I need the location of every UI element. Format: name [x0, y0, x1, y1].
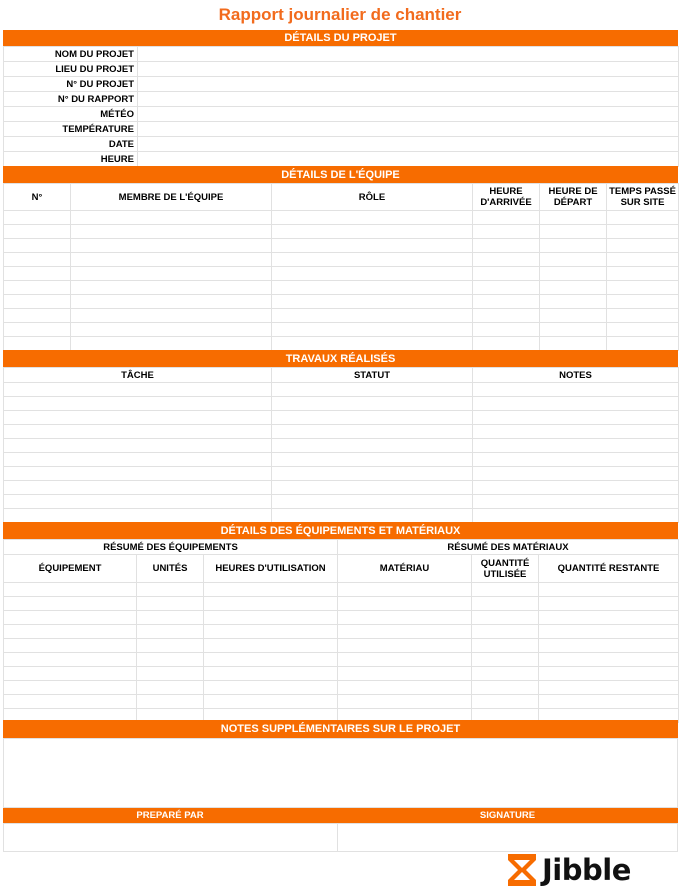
- table-cell[interactable]: [539, 625, 679, 639]
- prepared-by-header: PREPARÉ PAR: [3, 808, 337, 823]
- work-table: [3, 367, 679, 523]
- project-field-row: [4, 47, 679, 62]
- project-field-value[interactable]: [138, 47, 679, 62]
- project-field-value[interactable]: [138, 92, 679, 107]
- table-cell[interactable]: [338, 653, 472, 667]
- project-field-value[interactable]: [138, 137, 679, 152]
- section-header-equipment: DÉTAILS DES ÉQUIPEMENTS ET MATÉRIAUX: [3, 522, 678, 539]
- equipment-row: [4, 583, 679, 597]
- table-cell[interactable]: [540, 239, 607, 253]
- table-cell[interactable]: [4, 397, 272, 411]
- team-row: [4, 337, 679, 351]
- table-cell[interactable]: [272, 309, 473, 323]
- table-cell[interactable]: [473, 383, 679, 397]
- col-header-task: TÂCHE: [4, 368, 272, 383]
- table-cell[interactable]: [272, 411, 473, 425]
- project-field-row: [4, 122, 679, 137]
- table-cell[interactable]: [272, 383, 473, 397]
- table-cell[interactable]: [4, 453, 272, 467]
- table-cell[interactable]: [4, 337, 71, 351]
- equipment-row: [4, 597, 679, 611]
- table-cell[interactable]: [272, 467, 473, 481]
- table-cell[interactable]: [71, 281, 272, 295]
- table-cell[interactable]: [607, 281, 679, 295]
- equipment-summary-row: [4, 540, 679, 555]
- table-cell[interactable]: [338, 639, 472, 653]
- work-row: [4, 509, 679, 523]
- table-cell[interactable]: [137, 653, 204, 667]
- table-cell[interactable]: [539, 639, 679, 653]
- project-field-label: N° DU RAPPORT: [4, 92, 138, 107]
- table-cell[interactable]: [137, 695, 204, 709]
- project-field-label: HEURE: [4, 152, 138, 167]
- col-header-member: MEMBRE DE L'ÉQUIPE: [71, 184, 272, 211]
- table-cell[interactable]: [71, 253, 272, 267]
- table-cell[interactable]: [4, 383, 272, 397]
- table-cell[interactable]: [204, 695, 338, 709]
- table-cell[interactable]: [338, 583, 472, 597]
- table-cell[interactable]: [540, 295, 607, 309]
- project-field-label: N° DU PROJET: [4, 77, 138, 92]
- project-field-row: [4, 77, 679, 92]
- equipment-summary-header: RÉSUMÉ DES ÉQUIPEMENTS: [4, 540, 338, 555]
- section-header-project: DÉTAILS DU PROJET: [3, 30, 678, 46]
- table-cell[interactable]: [4, 625, 137, 639]
- page-title: Rapport journalier de chantier: [218, 5, 462, 24]
- table-cell[interactable]: [473, 211, 540, 225]
- equipment-row: [4, 681, 679, 695]
- table-cell[interactable]: [4, 481, 272, 495]
- col-header-status: STATUT: [272, 368, 473, 383]
- work-row: [4, 397, 679, 411]
- table-cell[interactable]: [472, 583, 539, 597]
- project-field-label: NOM DU PROJET: [4, 47, 138, 62]
- equipment-row: [4, 625, 679, 639]
- table-cell[interactable]: [607, 211, 679, 225]
- table-cell[interactable]: [539, 667, 679, 681]
- table-cell[interactable]: [204, 625, 338, 639]
- table-cell[interactable]: [472, 611, 539, 625]
- table-cell[interactable]: [473, 509, 679, 523]
- table-cell[interactable]: [71, 239, 272, 253]
- table-cell[interactable]: [71, 309, 272, 323]
- team-row: [4, 295, 679, 309]
- table-cell[interactable]: [540, 337, 607, 351]
- jibble-logo-text: Jibble: [542, 853, 631, 887]
- table-cell[interactable]: [71, 267, 272, 281]
- col-header-qty-remaining: QUANTITÉ RESTANTE: [539, 555, 679, 583]
- table-cell[interactable]: [4, 597, 137, 611]
- team-row: [4, 309, 679, 323]
- table-cell[interactable]: [4, 211, 71, 225]
- col-header-role: RÔLE: [272, 184, 473, 211]
- table-cell[interactable]: [204, 681, 338, 695]
- table-cell[interactable]: [272, 509, 473, 523]
- table-cell[interactable]: [473, 323, 540, 337]
- table-cell[interactable]: [338, 625, 472, 639]
- table-cell[interactable]: [472, 597, 539, 611]
- table-cell[interactable]: [204, 653, 338, 667]
- team-row: [4, 281, 679, 295]
- table-cell[interactable]: [539, 583, 679, 597]
- table-cell[interactable]: [4, 253, 71, 267]
- materials-summary-header: RÉSUMÉ DES MATÉRIAUX: [338, 540, 679, 555]
- table-cell[interactable]: [607, 253, 679, 267]
- table-cell[interactable]: [4, 653, 137, 667]
- additional-notes-area[interactable]: [3, 738, 678, 808]
- work-row: [4, 481, 679, 495]
- section-header-notes: NOTES SUPPLÉMENTAIRES SUR LE PROJET: [3, 720, 678, 738]
- team-row: [4, 267, 679, 281]
- project-field-row: [4, 62, 679, 77]
- table-cell[interactable]: [338, 667, 472, 681]
- table-cell[interactable]: [4, 411, 272, 425]
- equipment-row: [4, 653, 679, 667]
- col-header-qty-used: QUANTITÉ UTILISÉE: [472, 555, 539, 583]
- table-cell[interactable]: [607, 295, 679, 309]
- equipment-row: [4, 611, 679, 625]
- table-cell[interactable]: [4, 695, 137, 709]
- table-cell[interactable]: [71, 211, 272, 225]
- table-cell[interactable]: [607, 323, 679, 337]
- project-field-row: [4, 152, 679, 167]
- col-header-notes: NOTES: [473, 368, 679, 383]
- table-cell[interactable]: [137, 667, 204, 681]
- team-row: [4, 225, 679, 239]
- section-header-work: TRAVAUX RÉALISÉS: [3, 350, 678, 367]
- table-cell[interactable]: [71, 225, 272, 239]
- work-row: [4, 453, 679, 467]
- project-field-value[interactable]: [138, 62, 679, 77]
- project-field-label: LIEU DU PROJET: [4, 62, 138, 77]
- table-cell[interactable]: [272, 323, 473, 337]
- table-cell[interactable]: [473, 397, 679, 411]
- table-cell[interactable]: [473, 467, 679, 481]
- table-cell[interactable]: [472, 695, 539, 709]
- table-cell[interactable]: [71, 323, 272, 337]
- table-cell[interactable]: [272, 267, 473, 281]
- equipment-row: [4, 695, 679, 709]
- table-cell[interactable]: [473, 439, 679, 453]
- work-row: [4, 439, 679, 453]
- table-cell[interactable]: [540, 323, 607, 337]
- table-cell[interactable]: [272, 211, 473, 225]
- col-header-units: UNITÉS: [137, 555, 204, 583]
- table-cell[interactable]: [71, 295, 272, 309]
- table-cell[interactable]: [473, 495, 679, 509]
- table-cell[interactable]: [137, 611, 204, 625]
- table-cell[interactable]: [71, 337, 272, 351]
- table-cell[interactable]: [473, 411, 679, 425]
- table-cell[interactable]: [272, 397, 473, 411]
- table-cell[interactable]: [4, 639, 137, 653]
- section-header-team: DÉTAILS DE L'ÉQUIPE: [3, 166, 678, 183]
- table-cell[interactable]: [473, 281, 540, 295]
- table-cell[interactable]: [137, 597, 204, 611]
- table-cell[interactable]: [272, 337, 473, 351]
- table-cell[interactable]: [539, 681, 679, 695]
- table-cell[interactable]: [272, 495, 473, 509]
- team-header-row: [4, 184, 679, 211]
- work-row: [4, 467, 679, 481]
- project-field-label: MÉTÉO: [4, 107, 138, 122]
- table-cell[interactable]: [4, 323, 71, 337]
- table-cell[interactable]: [204, 583, 338, 597]
- table-cell[interactable]: [4, 267, 71, 281]
- table-cell[interactable]: [272, 295, 473, 309]
- table-cell[interactable]: [137, 639, 204, 653]
- table-cell[interactable]: [539, 597, 679, 611]
- table-cell[interactable]: [540, 309, 607, 323]
- table-cell[interactable]: [272, 439, 473, 453]
- table-cell[interactable]: [4, 309, 71, 323]
- table-cell[interactable]: [540, 267, 607, 281]
- equipment-table: [3, 539, 679, 723]
- table-cell[interactable]: [539, 653, 679, 667]
- table-cell[interactable]: [272, 481, 473, 495]
- table-cell[interactable]: [539, 695, 679, 709]
- prepared-by-field[interactable]: [3, 823, 338, 852]
- team-row: [4, 239, 679, 253]
- col-header-arrival: HEURE D'ARRIVÉE: [473, 184, 540, 211]
- table-cell[interactable]: [473, 453, 679, 467]
- table-cell[interactable]: [272, 239, 473, 253]
- signature-field[interactable]: [337, 823, 678, 852]
- equipment-header-row: [4, 555, 679, 583]
- table-cell[interactable]: [540, 253, 607, 267]
- table-cell[interactable]: [473, 267, 540, 281]
- table-cell[interactable]: [607, 225, 679, 239]
- work-row: [4, 383, 679, 397]
- table-cell[interactable]: [473, 309, 540, 323]
- table-cell[interactable]: [272, 425, 473, 439]
- table-cell[interactable]: [137, 681, 204, 695]
- table-cell[interactable]: [4, 467, 272, 481]
- table-cell[interactable]: [4, 425, 272, 439]
- team-row: [4, 253, 679, 267]
- project-field-label: DATE: [4, 137, 138, 152]
- table-cell[interactable]: [4, 611, 137, 625]
- project-field-row: [4, 137, 679, 152]
- equipment-row: [4, 639, 679, 653]
- table-cell[interactable]: [204, 611, 338, 625]
- table-cell[interactable]: [272, 281, 473, 295]
- table-cell[interactable]: [472, 667, 539, 681]
- equipment-row: [4, 667, 679, 681]
- table-cell[interactable]: [472, 625, 539, 639]
- table-cell[interactable]: [204, 667, 338, 681]
- table-cell[interactable]: [204, 639, 338, 653]
- table-cell[interactable]: [473, 239, 540, 253]
- team-table: [3, 183, 679, 351]
- project-field-value[interactable]: [138, 77, 679, 92]
- table-cell[interactable]: [272, 453, 473, 467]
- project-field-row: [4, 107, 679, 122]
- table-cell[interactable]: [473, 253, 540, 267]
- table-cell[interactable]: [4, 509, 272, 523]
- table-cell[interactable]: [338, 695, 472, 709]
- project-field-value[interactable]: [138, 152, 679, 167]
- table-cell[interactable]: [473, 295, 540, 309]
- table-cell[interactable]: [607, 239, 679, 253]
- table-cell[interactable]: [272, 225, 473, 239]
- table-cell[interactable]: [472, 639, 539, 653]
- jibble-logo: [506, 852, 631, 888]
- table-cell[interactable]: [4, 495, 272, 509]
- table-cell[interactable]: [607, 309, 679, 323]
- project-field-value[interactable]: [138, 107, 679, 122]
- table-cell[interactable]: [4, 439, 272, 453]
- work-row: [4, 495, 679, 509]
- table-cell[interactable]: [473, 225, 540, 239]
- team-row: [4, 323, 679, 337]
- table-cell[interactable]: [4, 583, 137, 597]
- project-field-row: [4, 92, 679, 107]
- table-cell[interactable]: [607, 267, 679, 281]
- col-header-hours: HEURES D'UTILISATION: [204, 555, 338, 583]
- table-cell[interactable]: [4, 225, 71, 239]
- table-cell[interactable]: [472, 681, 539, 695]
- project-field-label: TEMPÉRATURE: [4, 122, 138, 137]
- jibble-hourglass-icon: [506, 852, 538, 888]
- table-cell[interactable]: [539, 611, 679, 625]
- table-cell[interactable]: [473, 481, 679, 495]
- table-cell[interactable]: [137, 625, 204, 639]
- table-cell[interactable]: [4, 239, 71, 253]
- work-row: [4, 425, 679, 439]
- col-header-number: N°: [4, 184, 71, 211]
- table-cell[interactable]: [472, 653, 539, 667]
- table-cell[interactable]: [4, 295, 71, 309]
- table-cell[interactable]: [4, 681, 137, 695]
- col-header-departure: HEURE DE DÉPART: [540, 184, 607, 211]
- table-cell[interactable]: [473, 337, 540, 351]
- work-header-row: [4, 368, 679, 383]
- col-header-equipment: ÉQUIPEMENT: [4, 555, 137, 583]
- table-cell[interactable]: [540, 281, 607, 295]
- table-cell[interactable]: [204, 597, 338, 611]
- table-cell[interactable]: [338, 597, 472, 611]
- table-cell[interactable]: [272, 253, 473, 267]
- table-cell[interactable]: [540, 211, 607, 225]
- project-details-table: [3, 46, 679, 167]
- signature-header: SIGNATURE: [337, 808, 678, 823]
- table-cell[interactable]: [338, 681, 472, 695]
- table-cell[interactable]: [607, 337, 679, 351]
- col-header-time-on-site: TEMPS PASSÉ SUR SITE: [607, 184, 679, 211]
- table-cell[interactable]: [338, 611, 472, 625]
- table-cell[interactable]: [137, 583, 204, 597]
- work-row: [4, 411, 679, 425]
- table-cell[interactable]: [4, 667, 137, 681]
- project-field-value[interactable]: [138, 122, 679, 137]
- col-header-material: MATÉRIAU: [338, 555, 472, 583]
- table-cell[interactable]: [473, 425, 679, 439]
- table-cell[interactable]: [4, 281, 71, 295]
- table-cell[interactable]: [540, 225, 607, 239]
- team-row: [4, 211, 679, 225]
